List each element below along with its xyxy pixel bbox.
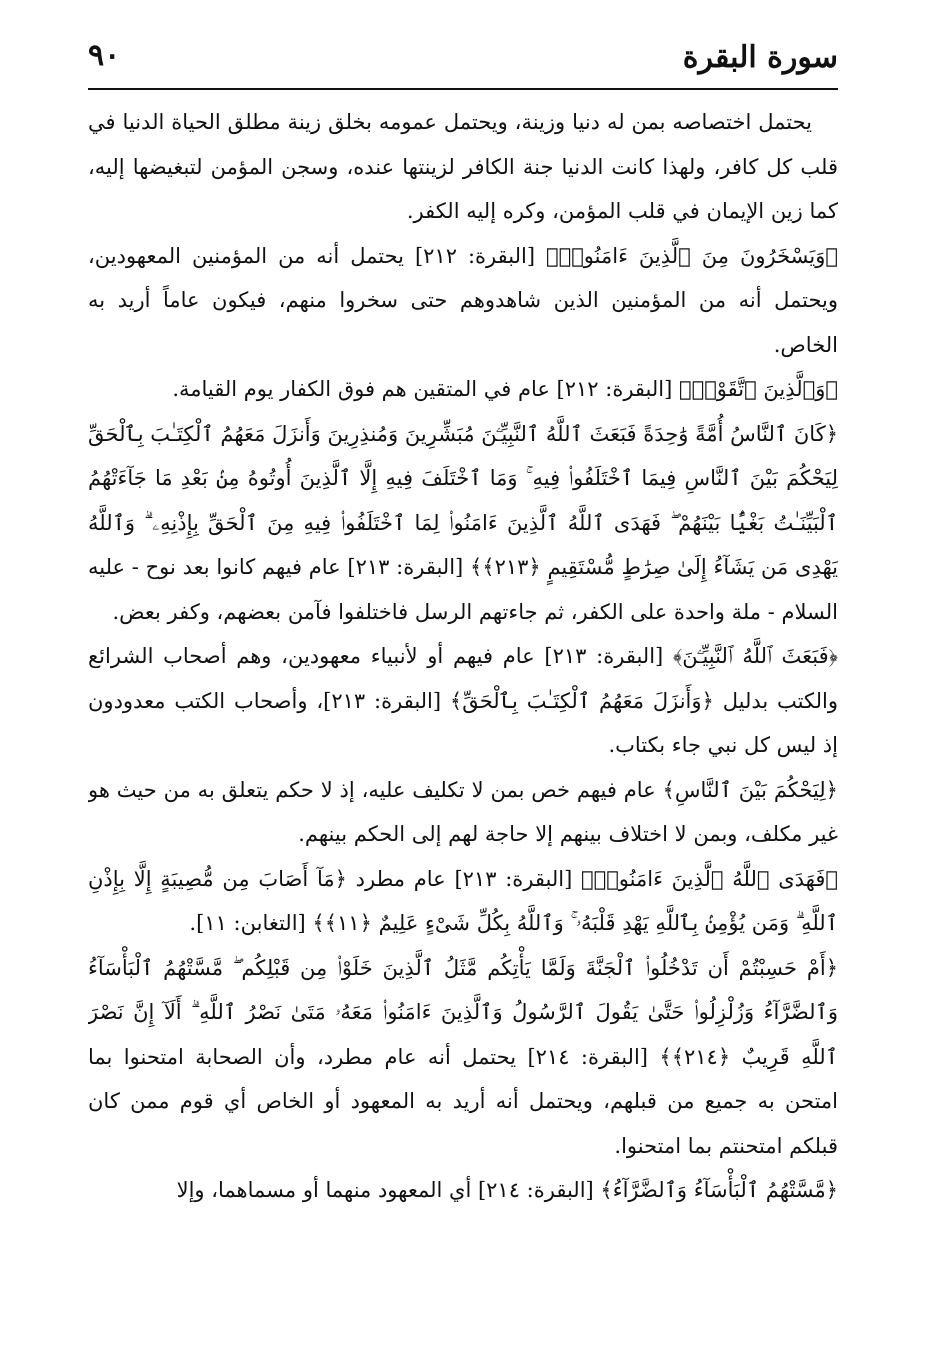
- paragraph-1: يحتمل اختصاصه بمن له دنيا وزينة، ويحتمل عمومه بخلق زينة مطلق الحياة الدنيا في قلب كل كافر، ولهذا كانت الدنيا جنة الكافر لزينتها عنده، وسجن المؤمن لتبغيضها إليه، كما زين الإيمان في قلب المؤمن، وكره إليه الكفر.: [88, 110, 838, 223]
- header-divider: [88, 88, 838, 90]
- paragraph-9: ﴿مَّسَّتْهُمُ ٱلْبَأْسَآءُ وَٱلضَّرَّآءُ﴾ [البقرة: ٢١٤] أي المعهود منهما أو مسماهما، وإلا: [176, 1178, 838, 1202]
- paragraph-8: ﴿أَمْ حَسِبْتُمْ أَن تَدْخُلُوا۟ ٱلْجَنَّةَ وَلَمَّا يَأْتِكُم مَّثَلُ ٱلَّذِينَ خَلَوْا۟ مِن قَبْلِكُم ۖ مَّسَّتْهُمُ ٱلْبَأْسَآءُ وَٱلضَّرَّآءُ وَزُلْزِلُوا۟ حَتَّىٰ يَقُولَ ٱلرَّسُولُ وَٱلَّذِينَ ءَامَنُوا۟ مَعَهُۥ مَتَىٰ نَصْرُ ٱللَّهِ ۗ أَلَآ إِنَّ نَصْرَ ٱللَّهِ قَرِيبٌ ﴿٢١٤﴾﴾ [البقرة: ٢١٤] يحتمل أنه عام مطرد، وأن الصحابة امتحنوا بما امتحن به جميع من قبلهم، ويحتمل أنه أريد به المعهود أو الخاص أي قوم ممن كان قبلكم امتحنتم بما امتحنوا.: [88, 955, 838, 1158]
- paragraph-3: ﴿وَٱلَّذِينَ ٱتَّقَوْا۟﴾ [البقرة: ٢١٢] عام في المتقين هم فوق الكفار يوم القيامة.: [172, 377, 838, 401]
- page-header: [88, 36, 838, 86]
- page-number: ٩٠: [88, 38, 121, 73]
- paragraph-6: ﴿لِيَحْكُمَ بَيْنَ ٱلنَّاسِ﴾ عام فيهم خص بمن لا تكليف عليه، إذ لا حكم يتعلق به من حيث هو غير مكلف، وبمن لا اختلاف بينهم إلا حاجة لهم إلى الحكم بينهم.: [88, 777, 838, 846]
- paragraph-7: ﴿فَهَدَى ٱللَّهُ ٱلَّذِينَ ءَامَنُوا۟﴾ [البقرة: ٢١٣] عام مطرد ﴿مَآ أَصَابَ مِن مُّصِيبَةٍ إِلَّا بِإِذْنِ ٱللَّهِ ۗ وَمَن يُؤْمِنۢ بِٱللَّهِ يَهْدِ قَلْبَهُۥ ۚ وَٱللَّهُ بِكُلِّ شَىْءٍ عَلِيمٌ ﴿١١﴾﴾ [التغابن: ١١].: [88, 866, 838, 935]
- paragraph-2: ﴿وَيَسْخَرُونَ مِنَ ٱلَّذِينَ ءَامَنُوا۟﴾ [البقرة: ٢١٢] يحتمل أنه من المؤمنين المعهودين، ويحتمل أنه من المؤمنين الذين شاهدوهم حتى سخروا منهم، فيكون عاماً أريد به الخاص.: [88, 243, 838, 357]
- paragraph-4: ﴿كَانَ ٱلنَّاسُ أُمَّةً وَٰحِدَةً فَبَعَثَ ٱللَّهُ ٱلنَّبِيِّـۧنَ مُبَشِّرِينَ وَمُنذِرِينَ وَأَنزَلَ مَعَهُمُ ٱلْكِتَـٰبَ بِٱلْحَقِّ لِيَحْكُمَ بَيْنَ ٱلنَّاسِ فِيمَا ٱخْتَلَفُوا۟ فِيهِ ۚ وَمَا ٱخْتَلَفَ فِيهِ إِلَّا ٱلَّذِينَ أُوتُوهُ مِنۢ بَعْدِ مَا جَآءَتْهُمُ ٱلْبَيِّنَـٰتُ بَغْيًۢا بَيْنَهُمْ ۖ فَهَدَى ٱللَّهُ ٱلَّذِينَ ءَامَنُوا۟ لِمَا ٱخْتَلَفُوا۟ فِيهِ مِنَ ٱلْحَقِّ بِإِذْنِهِۦ ۗ وَٱللَّهُ يَهْدِى مَن يَشَآءُ إِلَىٰ صِرَٰطٍ مُّسْتَقِيمٍ ﴿٢١٣﴾﴾ [البقرة: ٢١٣] عام فيهم كانوا بعد نوح - عليه السلام - ملة واحدة على الكفر، ثم جاءتهم الرسل فاختلفوا فآمن بعضهم، وكفر بعض.: [88, 421, 838, 624]
- paragraph-5: ﴿فَبَعَثَ ٱللَّهُ ٱلنَّبِيِّـۧنَ﴾ [البقرة: ٢١٣] عام فيهم أو لأنبياء معهودين، وهم أصحاب الشرائع والكتب بدليل ﴿وَأَنزَلَ مَعَهُمُ ٱلْكِتَـٰبَ بِٱلْحَقِّ﴾ [البقرة: ٢١٣]، وأصحاب الكتب معدودون إذ ليس كل نبي جاء بكتاب.: [88, 644, 838, 757]
- surah-title: سورة البقرة: [682, 40, 838, 75]
- page-body: [88, 100, 838, 1340]
